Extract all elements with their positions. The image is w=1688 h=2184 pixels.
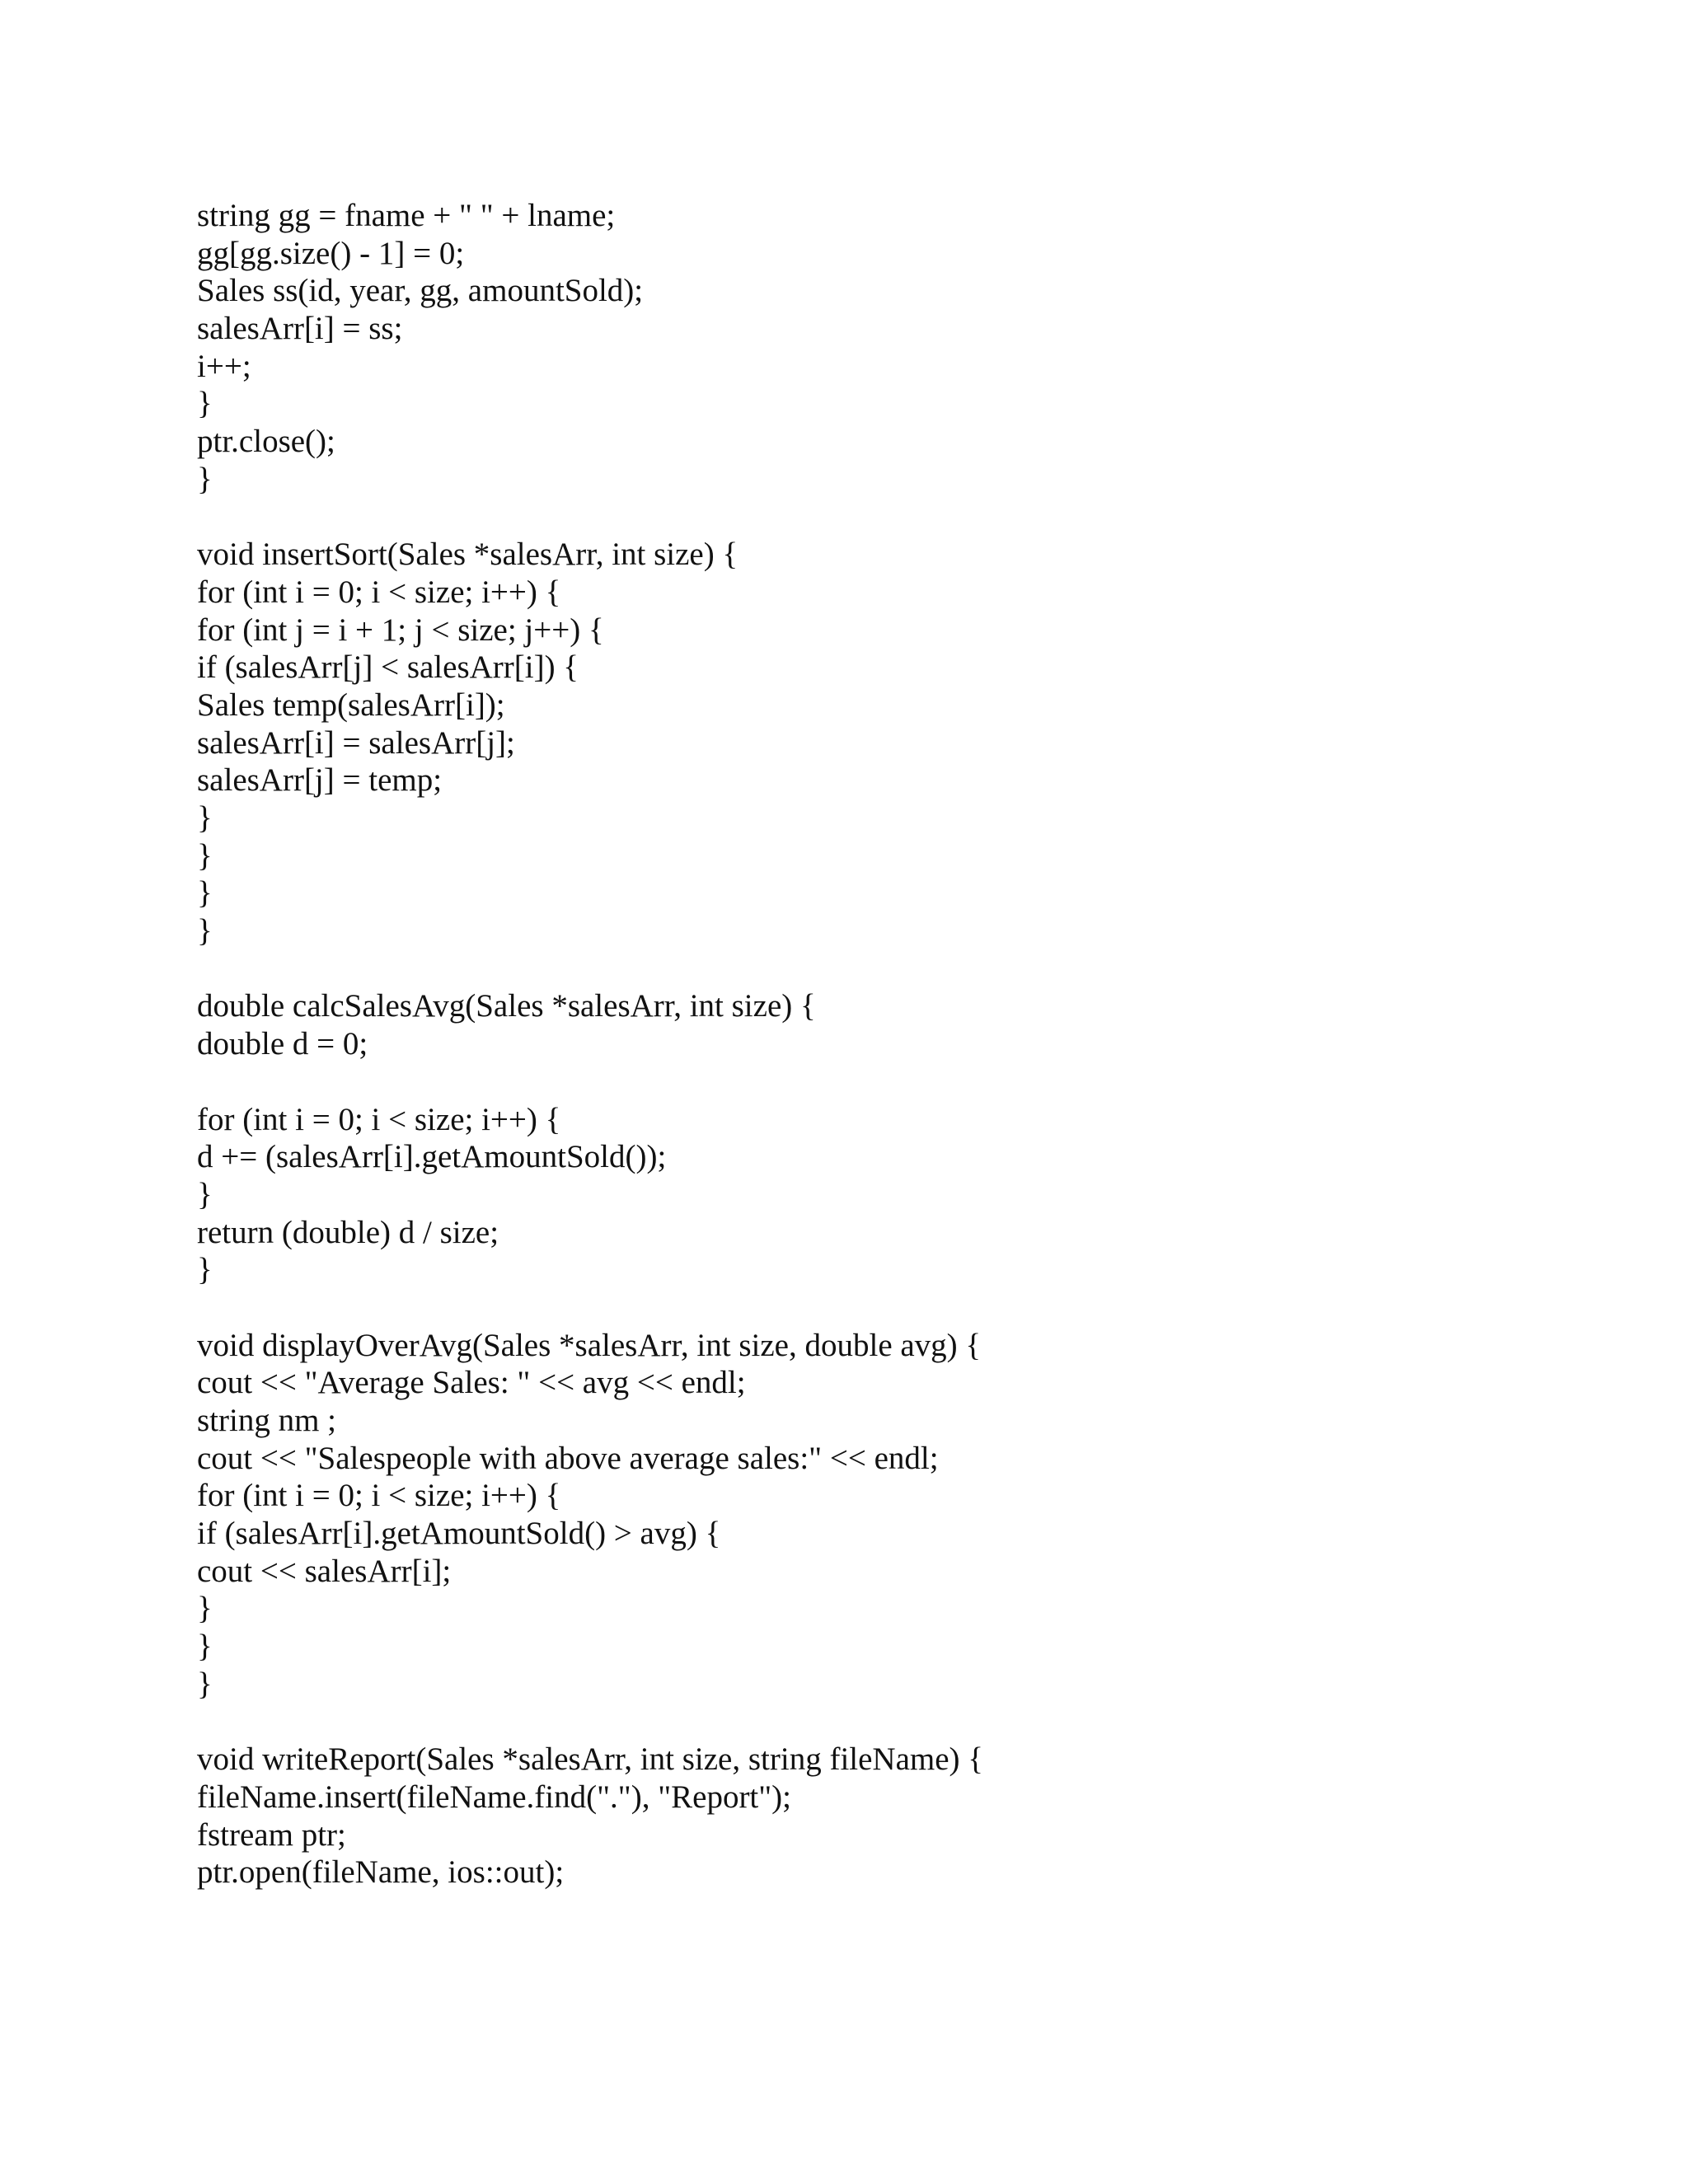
code-line: } [197,1252,213,1288]
code-line: for (int i = 0; i < size; i++) { [197,1478,561,1514]
code-line: string gg = fname + " " + lname; [197,198,616,233]
code-line: } [197,800,213,836]
code-line: salesArr[i] = salesArr[j]; [197,724,515,761]
code-line: for (int i = 0; i < size; i++) { [197,574,561,610]
code-line: fstream ptr; [197,1816,346,1853]
blank-line [197,950,1598,988]
code-line: Sales temp(salesArr[i]); [197,687,505,723]
code-line: } [197,1176,213,1212]
code-line: fileName.insert(fileName.find("."), "Report"); [197,1779,792,1815]
code-line: cout << "Average Sales: " << avg << endl; [197,1365,746,1401]
code-line: ptr.close(); [197,424,335,460]
code-line: double calcSalesAvg(Sales *salesArr, int size) { [197,988,816,1024]
code-line: for (int j = i + 1; j < size; j++) { [197,612,604,648]
code-line: void writeReport(Sales *salesArr, int size, string fileName) { [197,1741,983,1778]
code-line: } [197,1591,213,1627]
code-line: } [197,913,213,949]
code-line: } [197,1666,213,1702]
code-line: double d = 0; [197,1026,368,1062]
code-line: cout << salesArr[i]; [197,1553,452,1589]
blank-line [197,1704,1598,1741]
code-line: cout << "Salespeople with above average sales:" << endl; [197,1440,939,1476]
blank-line [197,499,1598,537]
code-line: i++; [197,348,251,384]
code-line: } [197,837,213,874]
code-line: salesArr[j] = temp; [197,762,443,799]
code-line: gg[gg.size() - 1] = 0; [197,235,465,271]
code-text-block [197,197,1598,1891]
code-line: } [197,461,213,497]
code-line: return (double) d / size; [197,1214,499,1250]
code-line: if (salesArr[i].getAmountSold() > avg) { [197,1516,721,1552]
code-line: } [197,875,213,912]
code-line: if (salesArr[j] < salesArr[i]) { [197,649,579,686]
code-line: salesArr[i] = ss; [197,311,403,347]
code-line: } [197,1629,213,1665]
code-line: d += (salesArr[i].getAmountSold()); [197,1139,667,1175]
code-line: string nm ; [197,1403,337,1438]
blank-line [197,1063,1598,1101]
blank-line [197,1289,1598,1327]
code-line: void insertSort(Sales *salesArr, int size) { [197,537,738,573]
code-line: } [197,386,213,422]
code-line: void displayOverAvg(Sales *salesArr, int size, double avg) { [197,1327,982,1363]
code-line: for (int i = 0; i < size; i++) { [197,1101,561,1137]
code-line: ptr.open(fileName, ios::out); [197,1854,565,1891]
code-line: Sales ss(id, year, gg, amountSold); [197,273,644,309]
